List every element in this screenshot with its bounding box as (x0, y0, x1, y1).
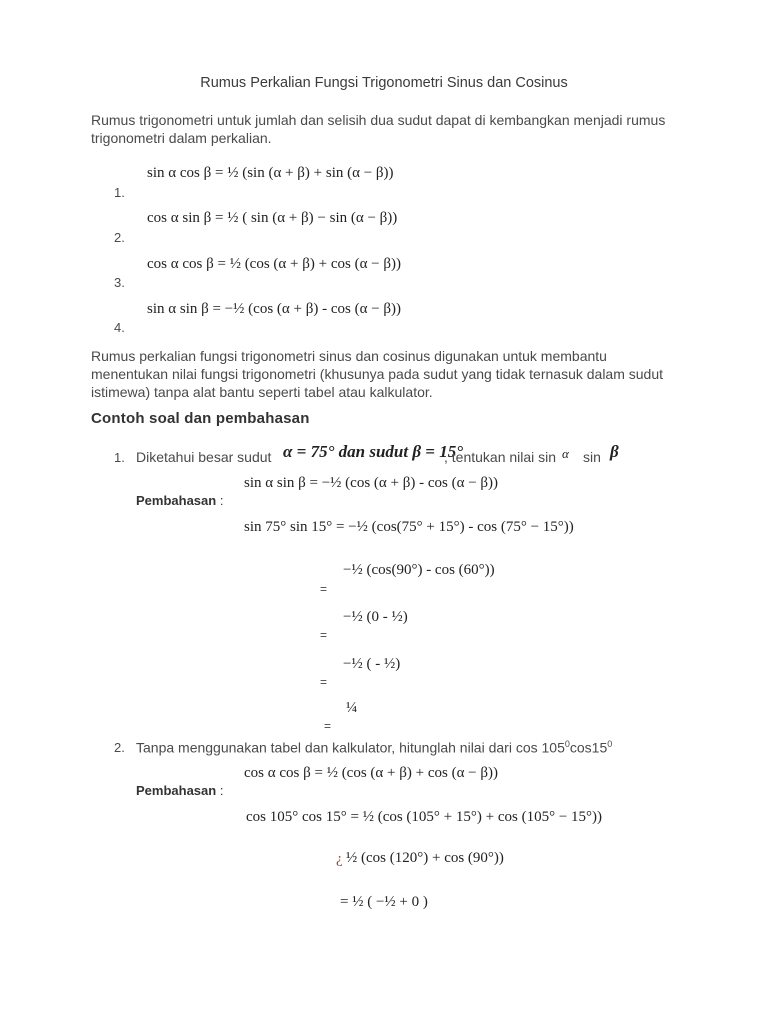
pembahasan-label: Pembahasan : (136, 783, 224, 798)
sin-text: sin (583, 449, 601, 465)
formula-number: 2. (114, 230, 125, 245)
solution-step: −½ (cos(90°) - cos (60°)) (343, 562, 495, 578)
solution-step: = ½ ( −½ + 0 ) (340, 894, 428, 910)
solution-step: sin 75° sin 15° = −½ (cos(75° + 15°) - cos (75° − 15°)) (244, 519, 574, 535)
equals-sign: = (324, 719, 332, 733)
formula-expression: sin α cos β = ½ (sin (α + β) + sin (α − β)) (147, 165, 394, 181)
example-text: Tanpa menggunakan tabel dan kalkulator, hitunglah nilai dari $\cos 105^0\cos 15^0$ (136, 739, 613, 756)
formula-expression: cos α cos β = ½ (cos (α + β) + cos (α − β)) (147, 256, 402, 272)
equals-sign: = (320, 628, 328, 642)
alpha-symbol: α (562, 446, 569, 461)
given-angles: α = 75° dan sudut β = 15° (283, 442, 464, 461)
pembahasan-label: Pembahasan : (136, 493, 224, 508)
intro-paragraph: Rumus trigonometri untuk jumlah dan selisih dua sudut dapat di kembangkan menjadi rumus trigonometri dalam perkalian. (91, 112, 666, 146)
solution-step: sin α sin β = −½ (cos (α + β) - cos (α − β)) (244, 475, 499, 491)
formula-expression: cos α sin β = ½ ( sin (α + β) − sin (α − β)) (147, 210, 398, 226)
equals-sign: = (320, 582, 328, 596)
formula-number: 4. (114, 320, 125, 335)
section-heading: Contoh soal dan pembahasan (91, 410, 310, 427)
example-number: 2. (114, 740, 125, 755)
solution-step: −½ (0 - ½) (343, 609, 408, 625)
example-number: 1. (114, 450, 125, 465)
equals-sign: = (320, 675, 328, 689)
solution-step: −½ ( - ½) (343, 656, 401, 672)
page-title: Rumus Perkalian Fungsi Trigonometri Sinus dan Cosinus (200, 75, 568, 91)
example-text: Diketahui besar sudut (136, 449, 272, 465)
formula-number: 3. (114, 275, 125, 290)
example-text: , tentukan nilai sin (444, 449, 557, 465)
formula-expression: sin α sin β = −½ (cos (α + β) - cos (α − β)) (147, 301, 402, 317)
solution-step: cos α cos β = ½ (cos (α + β) + cos (α − β)) (244, 765, 499, 781)
beta-symbol: β (610, 442, 619, 461)
solution-step: ½ (cos (120°) + cos (90°)) (346, 850, 504, 866)
formula-number: 1. (114, 185, 125, 200)
inverted-question-mark: ¿ (336, 851, 343, 867)
description-paragraph: Rumus perkalian fungsi trigonometri sinus dan cosinus digunakan untuk membantu menentukan nilai fungsi trigonometri (khusunya pada sudut yang tidak ternasuk dalam sudut istimewa) tanpa alat bantu seperti tabel atau kalkulator. (91, 348, 664, 400)
solution-step: ¼ (346, 700, 358, 716)
solution-step: cos 105° cos 15° = ½ (cos (105° + 15°) + cos (105° − 15°)) (246, 809, 603, 825)
